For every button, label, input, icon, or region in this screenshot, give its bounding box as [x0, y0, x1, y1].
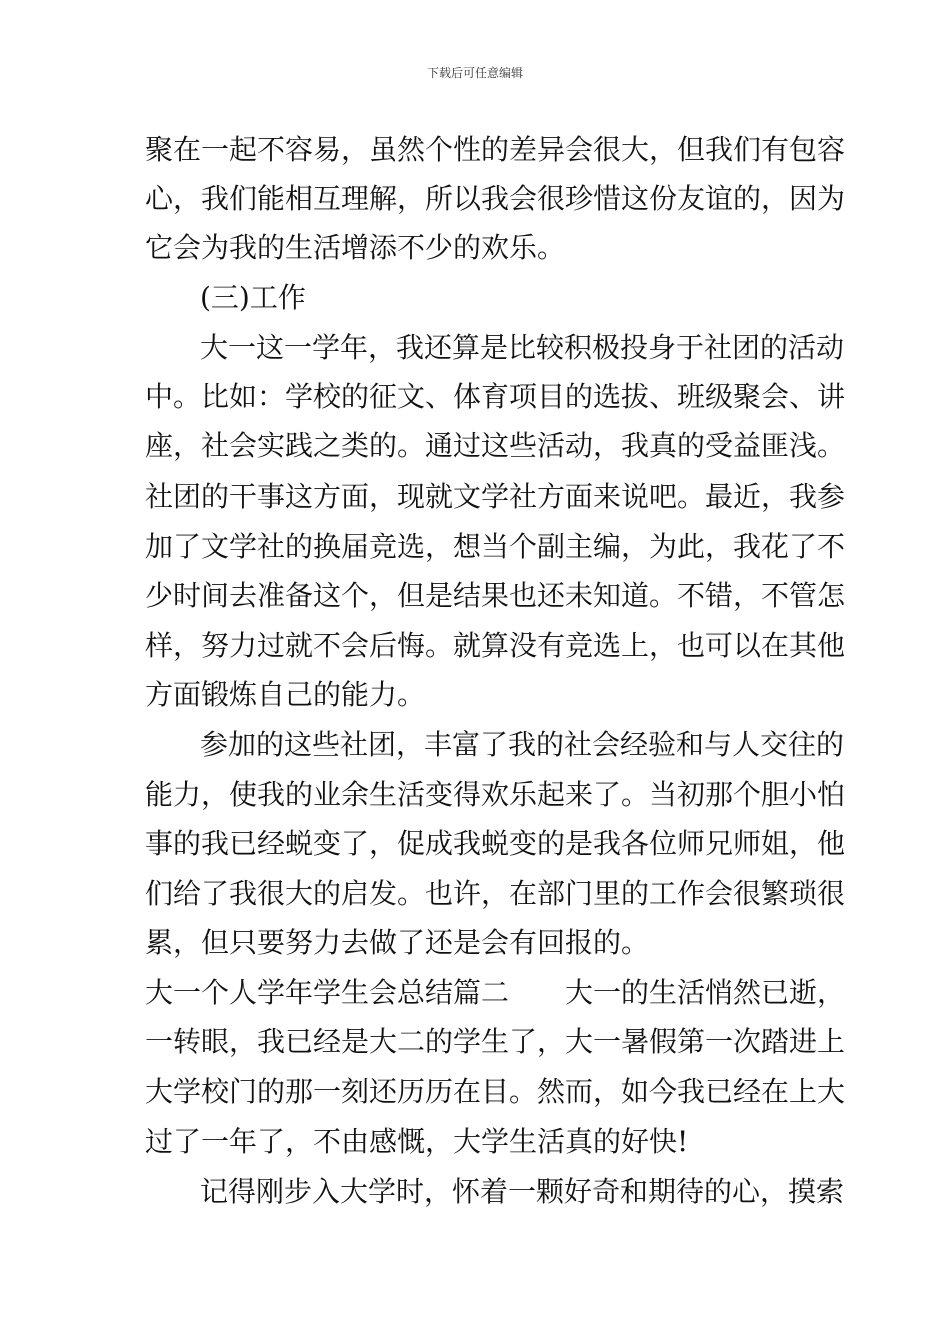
- body-line: 大一这一学年，我还算是比较积极投身于社团的活动: [200, 331, 845, 364]
- body-line: 中。比如：学校的征文、体育项目的选拔、班级聚会、讲: [145, 380, 846, 413]
- body-line: 座，社会实践之类的。通过这些活动，我真的受益匪浅。: [145, 429, 846, 462]
- page-header: 下载后可任意编辑: [426, 66, 523, 80]
- body-line: 记得刚步入大学时，怀着一颗好奇和期待的心，摸索: [200, 1175, 845, 1208]
- body-line: 能力，使我的业余生活变得欢乐起来了。当初那个胆小怕: [145, 778, 846, 811]
- article-title-line: 大一个人学年学生会总结篇二 大一的生活悄然已逝，: [145, 976, 846, 1009]
- body-line: 聚在一起不容易，虽然个性的差异会很大，但我们有包容: [145, 133, 846, 166]
- section-heading: (三)工作: [200, 281, 306, 314]
- body-line: 事的我已经蜕变了，促成我蜕变的是我各位师兄师姐，他: [145, 827, 846, 860]
- body-line: 大学校门的那一刻还历历在目。然而，如今我已经在上大: [145, 1075, 846, 1108]
- body-line: 社团的干事这方面，现就文学社方面来说吧。最近，我参: [145, 480, 846, 513]
- body-line: 它会为我的生活增添不少的欢乐。: [145, 231, 566, 264]
- body-line: 一转眼，我已经是大二的学生了，大一暑假第一次踏进上: [145, 1025, 846, 1058]
- body-line: 参加的这些社团，丰富了我的社会经验和与人交往的: [200, 728, 845, 761]
- body-line: 过了一年了，不由感慨，大学生活真的好快!: [145, 1125, 689, 1158]
- body-line: 累，但只要努力去做了还是会有回报的。: [145, 926, 650, 959]
- body-line: 样，努力过就不会后悔。就算没有竞选上，也可以在其他: [145, 629, 846, 662]
- body-line: 少时间去准备这个，但是结果也还未知道。不错，不管怎: [145, 579, 846, 612]
- body-line: 方面锻炼自己的能力。: [145, 678, 426, 711]
- body-line: 心，我们能相互理解，所以我会很珍惜这份友谊的，因为: [145, 182, 846, 215]
- body-line: 加了文学社的换届竞选，想当个副主编，为此，我花了不: [145, 530, 846, 563]
- body-line: 们给了我很大的启发。也许，在部门里的工作会很繁琐很: [145, 877, 846, 910]
